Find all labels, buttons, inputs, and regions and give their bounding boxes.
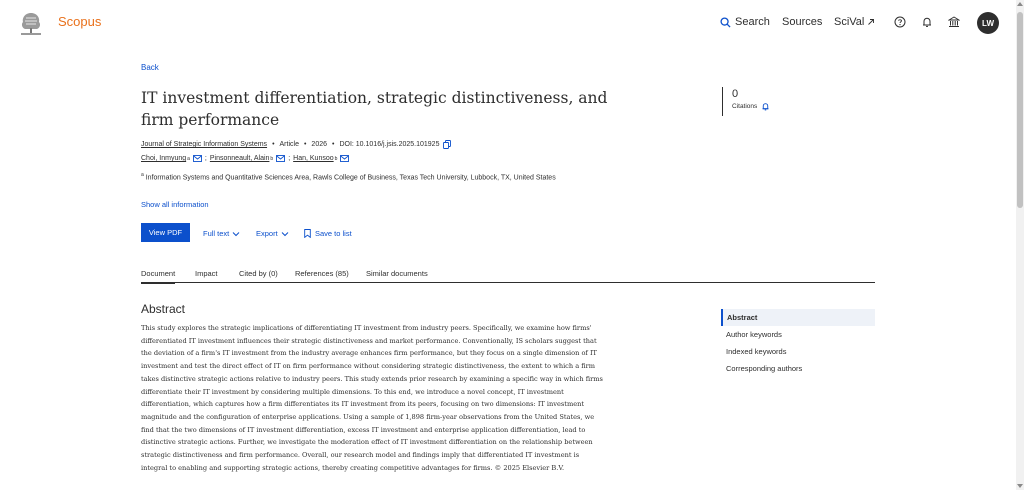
user-avatar[interactable]: LW [977, 12, 999, 34]
author-affiliation-sup: b [270, 155, 274, 162]
citations-panel [722, 87, 770, 116]
author-list [141, 155, 349, 162]
publication-year: 2026 [311, 141, 327, 148]
top-header [0, 0, 1016, 46]
chevron-down-icon [232, 231, 240, 237]
meta-separator: • [272, 141, 275, 148]
back-link[interactable]: Back [141, 63, 159, 72]
author-affiliation-sup: a [187, 155, 190, 162]
chevron-down-icon [281, 231, 289, 237]
view-pdf-button[interactable]: View PDF [141, 223, 190, 242]
export-label: Export [256, 229, 278, 238]
copy-icon[interactable] [443, 140, 451, 149]
page-scrollbar[interactable] [1016, 0, 1024, 490]
nav-scival[interactable] [834, 16, 875, 28]
save-to-list-label: Save to list [315, 229, 352, 238]
full-text-dropdown[interactable] [203, 229, 240, 238]
show-all-information-link[interactable]: Show all information [141, 200, 209, 209]
document-type: Article [279, 141, 299, 148]
affiliation [141, 169, 601, 185]
bookmark-icon [304, 229, 311, 238]
nav-sources-label: Sources [782, 16, 823, 28]
affiliation-text: Information Systems and Quantitative Sciences Area, Rawls College of Business, Texas Tech University, Lubbock, TX, United States [145, 174, 556, 182]
tab-references[interactable]: References (85) [295, 269, 349, 278]
abstract-text: This study explores the strategic implications of differentiating IT investment from industry peers. Specifically, we examine how firms' differentiated IT investment influences their strategic distinctiveness and market performance. Conventionally, IS scholars suggest that the deviation of a firm's IT investment from the industry average enhances firm performance, but they focus on a single dimension of IT investment and test the direct effect of IT on firm performance without considering strategic distinctiveness, the extent to which a firm takes distinctive strategic actions relative to industry peers. This study extends prior research by examining a specific way in which firms differentiate their IT investment by considering multiple dimensions. To this end, we introduce a novel concept, IT investment differentiation, which captures how a firm differentiates its IT investment from its peers, focusing on two dimensions: IT investment magnitude and the configuration of enterprise applications. Using a sample of 1,898 firm-year observations from the United States, we find that the two dimensions of IT investment differentiation, excess IT investment and enterprise application differentiation, lead to distinctive strategic actions. Further, we investigate the moderation effect of IT investment differentiation on the relationship between strategic distinctiveness and firm performance. Overall, our research model and findings imply that differentiated IT investment is integral to enabling and supporting strategic actions, thereby creating competitive advantages for firms. © 2025 Elsevier B.V. [141, 324, 603, 472]
save-to-list-button[interactable] [304, 229, 352, 238]
email-icon[interactable] [276, 155, 285, 162]
citation-alert-bell-icon[interactable] [761, 102, 770, 111]
tab-cited-by[interactable]: Cited by (0) [239, 269, 278, 278]
nav-search-label: Search [735, 16, 770, 28]
search-icon [720, 17, 731, 28]
document-tabs [141, 268, 875, 283]
author-link[interactable]: Han, Kunsoo [293, 155, 334, 162]
citations-label: Citations [732, 103, 758, 110]
author-separator: ; [288, 155, 291, 162]
author-affiliation-sup: b [334, 155, 338, 162]
toc-author-keywords[interactable]: Author keywords [726, 330, 782, 339]
citation-count: 0 [732, 88, 739, 100]
tab-impact[interactable]: Impact [195, 269, 218, 278]
tab-similar-documents[interactable]: Similar documents [366, 269, 428, 278]
email-icon[interactable] [193, 155, 202, 162]
citations-label-row [732, 102, 770, 111]
nav-search[interactable] [720, 16, 770, 28]
author-link[interactable]: Pinsonneault, Alain [209, 155, 270, 162]
scroll-down-arrow-icon[interactable] [1017, 484, 1023, 488]
toc-corresponding-authors[interactable]: Corresponding authors [726, 364, 803, 373]
tab-document[interactable]: Document [141, 269, 175, 284]
article-meta [141, 140, 451, 149]
scopus-brand[interactable]: Scopus [58, 14, 102, 29]
external-link-icon [867, 18, 875, 26]
toc-indexed-keywords[interactable]: Indexed keywords [726, 347, 787, 356]
author-separator: ; [204, 155, 207, 162]
help-icon[interactable] [892, 14, 908, 30]
institution-icon[interactable] [946, 14, 962, 30]
doi: DOI: 10.1016/j.jsis.2025.101925 [339, 141, 440, 148]
notification-bell-icon[interactable] [919, 14, 935, 30]
elsevier-logo-icon[interactable] [17, 9, 45, 37]
affiliation-sup: a [141, 172, 144, 178]
meta-separator: • [303, 141, 307, 148]
article-title: IT investment differentiation, strategic distinctiveness, and firm performance [141, 89, 608, 129]
abstract-heading: Abstract [141, 302, 186, 316]
meta-separator: • [332, 141, 335, 148]
nav-scival-label: SciVal [834, 16, 865, 28]
nav-sources[interactable] [782, 16, 822, 28]
full-text-label: Full text [203, 229, 230, 238]
toc-abstract[interactable]: Abstract [721, 309, 875, 326]
author-link[interactable]: Choi, Inmyung [141, 155, 187, 162]
scroll-up-arrow-icon[interactable] [1017, 2, 1023, 6]
scroll-thumb[interactable] [1017, 12, 1023, 208]
section-navigation [721, 309, 875, 377]
journal-link[interactable]: Journal of Strategic Information Systems [141, 141, 268, 148]
export-dropdown[interactable] [256, 229, 289, 238]
email-icon[interactable] [340, 155, 349, 162]
